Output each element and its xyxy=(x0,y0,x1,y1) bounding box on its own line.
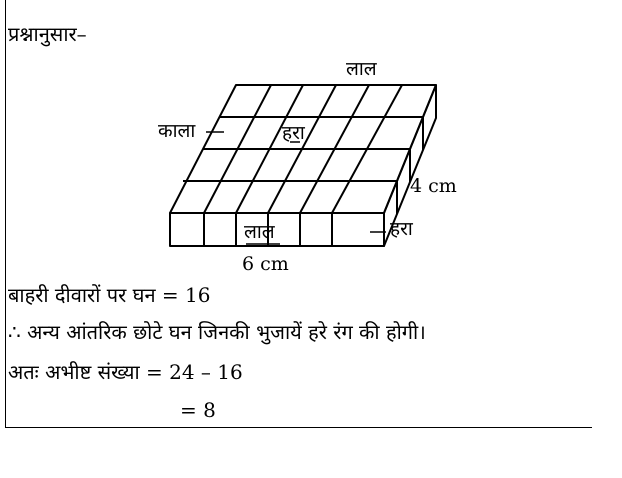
label-center: हरा xyxy=(282,122,305,144)
label-front: लाल xyxy=(244,221,275,243)
dimension-depth: 4 cm xyxy=(410,175,457,197)
label-left: काला xyxy=(158,120,196,142)
heading: प्रश्नानुसार– xyxy=(8,22,87,46)
solution-line-2: ∴ अन्य आंतरिक छोटे घन जिनकी भुजायें हरे रंग की होगी। xyxy=(8,320,426,344)
solution-line-3: अतः अभीष्ट संख्या = 24 – 16 xyxy=(8,360,243,384)
label-right-side: हरा xyxy=(390,218,413,240)
front-face xyxy=(170,213,384,246)
label-top: लाल xyxy=(346,58,377,80)
dimension-width: 6 cm xyxy=(242,253,289,275)
solution-line-4: = 8 xyxy=(180,398,216,422)
solution-line-1: बाहरी दीवारों पर घन = 16 xyxy=(8,283,211,307)
